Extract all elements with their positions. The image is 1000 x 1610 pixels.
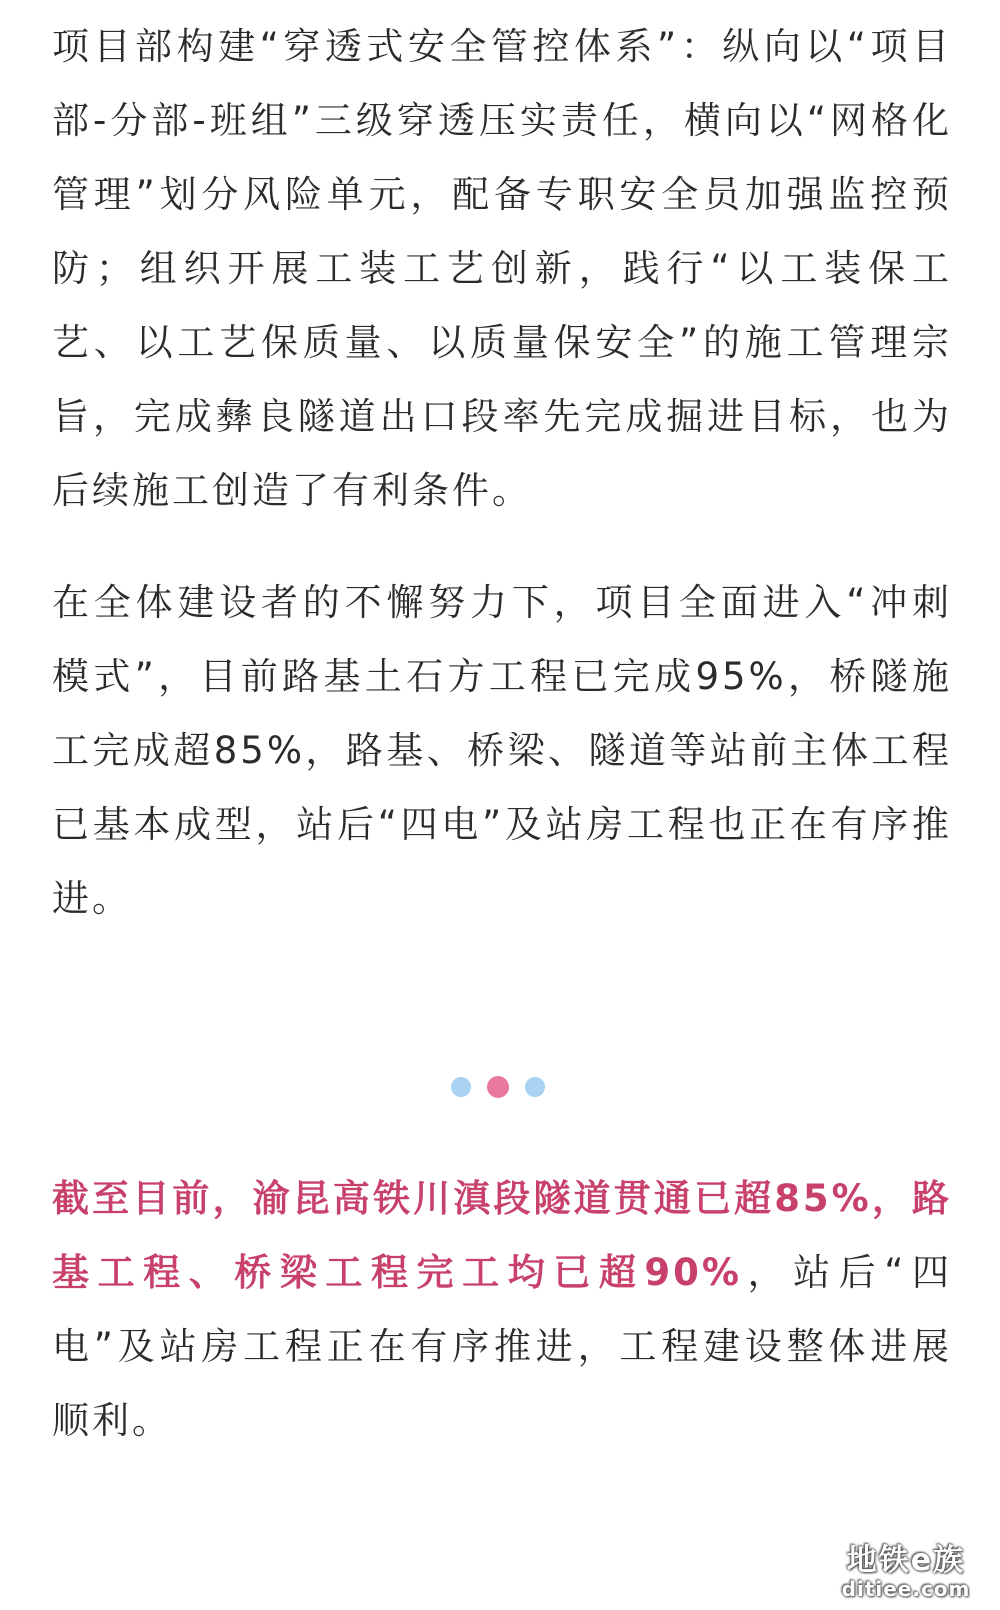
summary-paragraph [52,1162,952,1458]
summary-highlight: 截至目前，渝昆高铁川滇段隧道贯通已超85%，路基工程、桥梁工程完工均已超90% [52,1177,952,1294]
summary-rest: ，站后“四电”及站房工程正在有序推进，工程建设整体进展顺利。 [52,1251,953,1442]
divider-dot-light-blue-left [451,1077,471,1097]
site-watermark [826,1544,986,1600]
divider-dot-light-blue-right [525,1077,545,1097]
paragraph-safety-system: 项目部构建“穿透式安全管控体系”：纵向以“项目部-分部-班组”三级穿透压实责任，横向以“网格化管理”划分风险单元，配备专职安全员加强监控预防；组织开展工装工艺创新，践行“以工装保工艺、以工艺保质量、以质量保安全”的施工管理宗旨，完成彝良隧道出口段率先完成掘进目标，也为后续施工创造了有利条件。 [52,25,952,512]
watermark-url: ditiee.com [841,1577,971,1601]
section-divider [0,1035,1000,1125]
paragraph-progress: 在全体建设者的不懈努力下，项目全面进入“冲刺模式”，目前路基土石方工程已完成95%，桥隧施工完成超85%，路基、桥梁、隧道等站前主体工程已基本成型，站后“四电”及站房工程也正在有序推进。 [52,581,952,920]
article-body [52,10,952,936]
divider-dot-pink [487,1076,509,1098]
watermark-name: 地铁e族 [846,1543,966,1578]
